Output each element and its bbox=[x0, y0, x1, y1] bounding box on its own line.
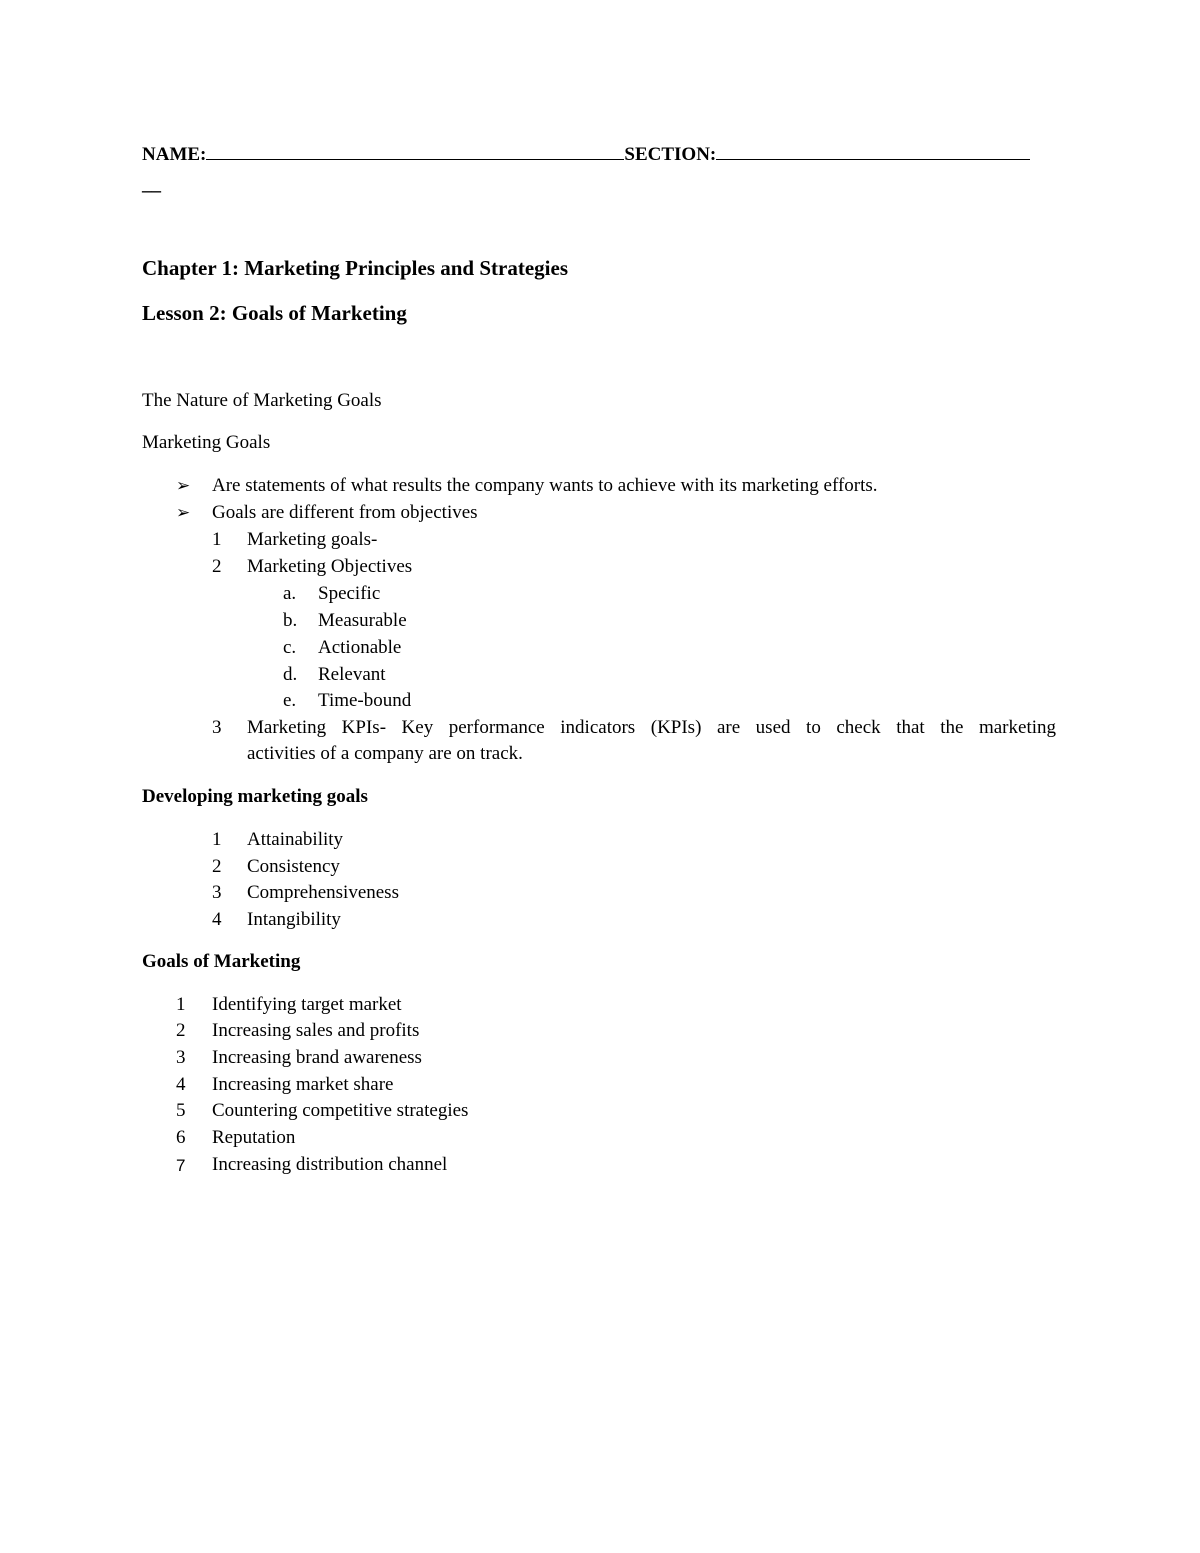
list-item: Consistency bbox=[247, 856, 340, 877]
list-letter: b. bbox=[283, 610, 298, 631]
marketing-goals-heading: Marketing Goals bbox=[142, 432, 271, 453]
list-item: Intangibility bbox=[247, 909, 341, 930]
list-item: Measurable bbox=[318, 610, 407, 631]
list-item: Marketing KPIs- Key performance indicators (KPIs) are used to check that the marketing bbox=[247, 717, 1056, 738]
list-number: 6 bbox=[176, 1127, 186, 1148]
section-label: SECTION: bbox=[624, 144, 717, 165]
list-number: 3 bbox=[176, 1047, 186, 1068]
list-item: Countering competitive strategies bbox=[212, 1100, 469, 1121]
list-item: Time-bound bbox=[318, 690, 412, 711]
list-item: Comprehensiveness bbox=[247, 882, 399, 903]
list-number: 4 bbox=[176, 1074, 186, 1095]
list-number: 3 bbox=[212, 882, 222, 903]
list-item: Marketing Objectives bbox=[247, 556, 413, 577]
chapter-title: Chapter 1: Marketing Principles and Strategies bbox=[142, 256, 568, 280]
section-blank-wrap: __ bbox=[142, 174, 161, 195]
list-letter: c. bbox=[283, 637, 297, 658]
arrow-bullet-icon: ➢ bbox=[176, 503, 191, 522]
list-number: 1 bbox=[176, 994, 186, 1015]
name-label: NAME: bbox=[142, 144, 207, 165]
list-number: 1 bbox=[212, 529, 222, 550]
list-number: 4 bbox=[212, 909, 222, 930]
list-number: 2 bbox=[212, 856, 222, 877]
list-item: Increasing brand awareness bbox=[212, 1047, 422, 1068]
lesson-title: Lesson 2: Goals of Marketing bbox=[142, 301, 407, 325]
list-letter: e. bbox=[283, 690, 297, 711]
list-item: Marketing goals- bbox=[247, 529, 378, 550]
list-letter: a. bbox=[283, 583, 297, 604]
list-item: Increasing sales and profits bbox=[212, 1020, 420, 1041]
developing-heading: Developing marketing goals bbox=[142, 786, 368, 807]
list-item: Increasing market share bbox=[212, 1074, 394, 1095]
list-item: Actionable bbox=[318, 637, 402, 658]
goals-heading: Goals of Marketing bbox=[142, 951, 301, 972]
section-blank[interactable] bbox=[716, 145, 1030, 160]
list-number: 3 bbox=[212, 717, 222, 738]
list-item: Identifying target market bbox=[212, 994, 402, 1015]
list-letter: d. bbox=[283, 664, 298, 685]
list-item: Attainability bbox=[247, 829, 344, 850]
nature-heading: The Nature of Marketing Goals bbox=[142, 390, 382, 411]
name-blank[interactable] bbox=[206, 145, 624, 160]
list-item: Specific bbox=[318, 583, 381, 604]
list-number: 1 bbox=[212, 829, 222, 850]
list-item: Relevant bbox=[318, 664, 386, 685]
list-number: 2 bbox=[212, 556, 222, 577]
bullet-text: Goals are different from objectives bbox=[212, 502, 478, 523]
list-item-continuation: activities of a company are on track. bbox=[247, 743, 523, 764]
name-section-line bbox=[142, 144, 1030, 166]
list-item: Increasing distribution channel bbox=[212, 1154, 448, 1175]
arrow-bullet-icon: ➢ bbox=[176, 476, 191, 495]
bullet-text: Are statements of what results the company wants to achieve with its marketing efforts. bbox=[212, 475, 878, 496]
list-number: 5 bbox=[176, 1100, 186, 1121]
list-number: 7 bbox=[176, 1156, 186, 1175]
list-item: Reputation bbox=[212, 1127, 296, 1148]
list-number: 2 bbox=[176, 1020, 186, 1041]
